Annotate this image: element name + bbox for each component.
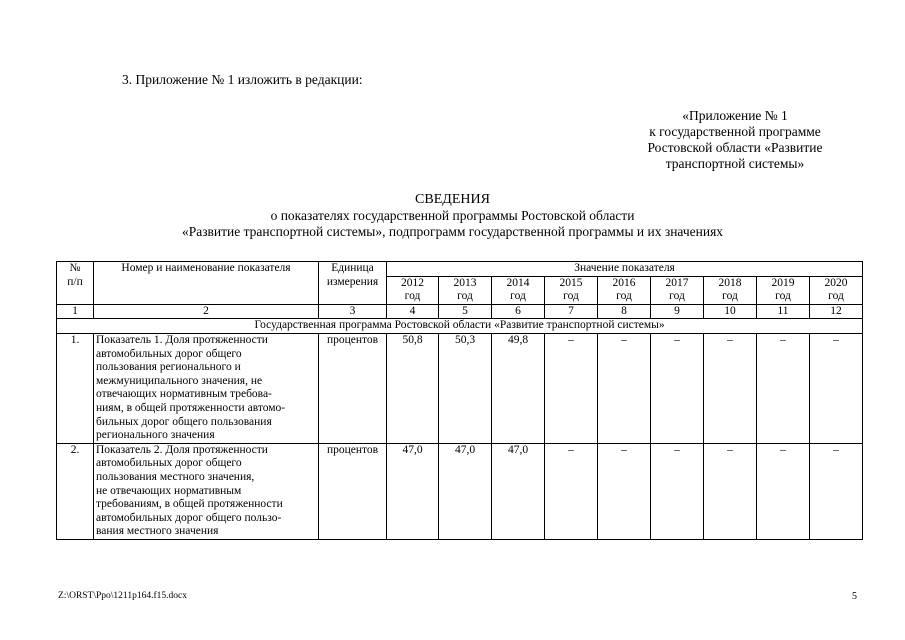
column-number: 6: [492, 304, 545, 319]
column-number: 5: [439, 304, 492, 319]
indicator-value: –: [598, 443, 651, 539]
indicator-name-line: регионального значения: [96, 429, 215, 442]
indicator-name-line: межмуниципального значения, не: [96, 374, 263, 387]
header-year-2016: [598, 276, 651, 304]
indicator-value: –: [704, 333, 757, 443]
column-number: 8: [598, 304, 651, 319]
indicator-value: 47,0: [387, 443, 439, 539]
header-row: [57, 262, 863, 277]
header-num-line: №: [69, 262, 81, 274]
header-num: [57, 262, 94, 305]
header-year-2015: [545, 276, 598, 304]
year-suffix: год: [722, 290, 738, 303]
year-value: 2018: [718, 276, 742, 289]
indicator-value: –: [598, 333, 651, 443]
indicator-name-line: вания местного значения: [96, 525, 219, 538]
year-suffix: год: [457, 290, 473, 303]
indicator-name-line: пользования регионального и: [96, 361, 241, 374]
indicator-value: 49,8: [492, 333, 545, 443]
indicator-name-line: не отвечающих нормативным: [96, 484, 242, 497]
header-unit: [319, 262, 387, 305]
header-unit-line: Единица: [331, 262, 374, 274]
indicator-name-line: Показатель 2. Доля протяженности: [96, 443, 268, 456]
header-num-line: п/п: [67, 275, 83, 288]
column-number: 10: [704, 304, 757, 319]
indicator-value: 47,0: [492, 443, 545, 539]
indicator-name-line: автомобильных дорог общего: [96, 347, 242, 360]
indicator-value: –: [651, 333, 704, 443]
section-title: Государственная программа Ростовской области «Развитие транспортной системы»: [57, 319, 863, 334]
annex-line: транспортной системы»: [665, 156, 805, 171]
annex-line: Ростовской области «Развитие: [647, 140, 823, 155]
indicator-value: –: [704, 443, 757, 539]
header-year-2018: [704, 276, 757, 304]
document-heading: [0, 192, 905, 240]
indicator-name-line: автомобильных дорог общего пользо-: [96, 511, 282, 524]
column-number: 2: [94, 304, 319, 319]
indicator-value: 47,0: [439, 443, 492, 539]
header-unit-line: измерения: [326, 275, 379, 288]
indicator-name: [94, 443, 319, 539]
annex-line: «Приложение № 1: [682, 108, 788, 123]
year-value: 2015: [559, 276, 583, 289]
row-number: 1.: [57, 333, 94, 443]
indicator-name-line: требованиям, в общей протяженности: [96, 498, 283, 511]
header-year-2017: [651, 276, 704, 304]
table-row: [57, 333, 863, 443]
indicator-value: 50,3: [439, 333, 492, 443]
column-number: 12: [810, 304, 863, 319]
indicator-value: –: [810, 443, 863, 539]
heading-title: СВЕДЕНИЯ: [415, 192, 490, 207]
footer-file-path: Z:\ORST\Ppo\1211p164.f15.docx: [58, 591, 187, 601]
year-value: 2019: [771, 276, 795, 289]
column-number: 3: [319, 304, 387, 319]
year-value: 2012: [401, 276, 424, 289]
indicator-value: –: [545, 333, 598, 443]
table-row: [57, 443, 863, 539]
year-suffix: год: [616, 290, 632, 303]
indicator-value: –: [651, 443, 704, 539]
year-suffix: год: [563, 290, 579, 303]
indicator-name-line: пользования местного значения,: [96, 470, 255, 483]
indicator-name-line: бильных дорог общего пользования: [96, 415, 272, 428]
header-year-2012: [387, 276, 439, 304]
column-number: 7: [545, 304, 598, 319]
column-number: 1: [57, 304, 94, 319]
intro-text: 3. Приложение № 1 изложить в редакции:: [122, 72, 363, 87]
indicator-value: –: [545, 443, 598, 539]
section-row: [57, 319, 863, 334]
column-number: 11: [757, 304, 810, 319]
indicator-name-line: отвечающих нормативным требова-: [96, 388, 272, 401]
indicator-name: [94, 333, 319, 443]
footer-page-number: 5: [852, 591, 857, 602]
indicator-name-line: ниям, в общей протяженности автомо-: [96, 401, 286, 414]
year-value: 2013: [453, 276, 477, 289]
indicator-unit: процентов: [319, 333, 387, 443]
year-suffix: год: [404, 290, 421, 303]
header-year-2020: [810, 276, 863, 304]
indicator-value: –: [757, 333, 810, 443]
year-value: 2020: [824, 276, 848, 289]
row-number: 2.: [57, 443, 94, 539]
year-value: 2016: [612, 276, 636, 289]
header-year-2019: [757, 276, 810, 304]
indicator-value: –: [810, 333, 863, 443]
header-year-2014: [492, 276, 545, 304]
header-year-2013: [439, 276, 492, 304]
header-name: Номер и наименование показателя: [94, 262, 319, 305]
column-numbers-row: [57, 304, 863, 319]
annex-reference: [610, 108, 860, 172]
year-value: 2017: [665, 276, 689, 289]
indicator-name-line: автомобильных дорог общего: [96, 457, 242, 470]
column-number: 9: [651, 304, 704, 319]
heading-subtitle: о показателях государственной программы Ростовской области: [270, 208, 635, 223]
year-value: 2014: [506, 276, 530, 289]
indicators-table: [56, 261, 863, 540]
heading-subtitle: «Развитие транспортной системы», подпрограмм государственной программы и их значениях: [181, 224, 724, 239]
year-suffix: год: [510, 290, 526, 303]
header-values-group: Значение показателя: [387, 262, 863, 277]
annex-line: к государственной программе: [649, 124, 821, 139]
indicator-value: –: [757, 443, 810, 539]
year-suffix: год: [669, 290, 685, 303]
indicator-name-line: Показатель 1. Доля протяженности: [96, 333, 268, 346]
indicator-unit: процентов: [319, 443, 387, 539]
indicator-value: 50,8: [387, 333, 439, 443]
table-body: [57, 333, 863, 539]
year-suffix: год: [828, 290, 844, 303]
year-suffix: год: [775, 290, 791, 303]
column-number: 4: [387, 304, 439, 319]
